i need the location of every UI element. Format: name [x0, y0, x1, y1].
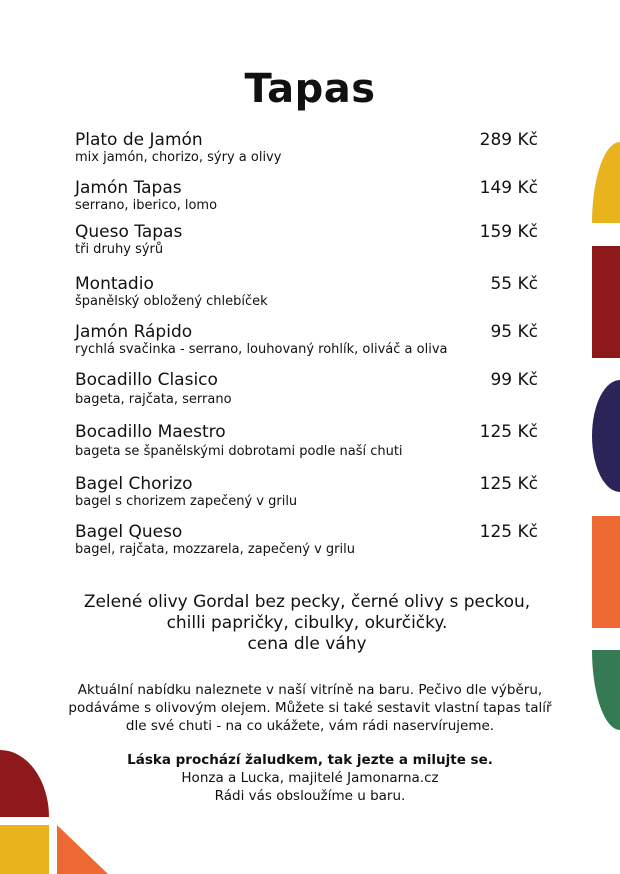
item-name: Queso Tapas	[75, 222, 183, 242]
yellow-square-shape	[0, 825, 49, 874]
item-name: Bagel Queso	[75, 522, 183, 542]
olives-line: chilli papričky, cibulky, okurčičky.	[166, 613, 448, 633]
item-name: Montadio	[75, 274, 154, 294]
menu-item	[75, 222, 538, 258]
item-price: 125 Kč	[479, 474, 538, 494]
item-description: tři druhy sýrů	[75, 242, 164, 257]
item-name: Bagel Chorizo	[75, 474, 193, 494]
item-name: Bocadillo Maestro	[75, 422, 226, 442]
item-price: 149 Kč	[479, 178, 538, 198]
menu-item	[75, 474, 538, 510]
item-description: serrano, iberico, lomo	[75, 198, 218, 213]
item-price: 95 Kč	[490, 322, 538, 342]
olives-section	[0, 592, 614, 655]
signature	[0, 751, 620, 805]
item-price: 125 Kč	[479, 522, 538, 542]
menu-item	[75, 130, 538, 166]
item-price: 99 Kč	[490, 370, 538, 390]
item-description: rychlá svačinka - serrano, louhovaný rohlík, oliváč a oliva	[75, 342, 448, 357]
menu-item	[75, 322, 538, 358]
item-description: bageta, rajčata, serrano	[75, 392, 232, 407]
olives-line: Zelené olivy Gordal bez pecky, černé olivy s peckou,	[83, 592, 531, 612]
page-title: Tapas	[244, 66, 376, 112]
item-name: Jamón Tapas	[75, 178, 182, 198]
menu-item	[75, 370, 538, 408]
info-line: Aktuální nabídku naleznete v naší vitríně na baru. Pečivo dle výběru,	[77, 682, 543, 698]
info-paragraph	[0, 681, 620, 735]
item-description: mix jamón, chorizo, sýry a olivy	[75, 150, 282, 165]
owners-line: Honza a Lucka, majitelé Jamonarna.cz	[181, 770, 439, 786]
yellow-half-circle-shape	[592, 142, 620, 223]
info-line: podáváme s olivovým olejem. Můžete si také sestavit vlastní tapas talíř	[68, 700, 552, 716]
item-price: 289 Kč	[479, 130, 538, 150]
menu-item	[75, 422, 538, 460]
dark-red-bar-shape	[592, 246, 620, 358]
item-name: Jamón Rápido	[75, 322, 193, 342]
info-line: dle své chuti - na co ukážete, vám rádi naservírujeme.	[125, 718, 495, 734]
item-name: Plato de Jamón	[75, 130, 203, 150]
item-description: španělský obložený chlebíček	[75, 294, 268, 309]
navy-half-circle-shape	[592, 380, 620, 492]
item-name: Bocadillo Clasico	[75, 370, 218, 390]
item-price: 55 Kč	[490, 274, 538, 294]
service-line: Rádi vás obsloužíme u baru.	[214, 788, 406, 804]
item-description: bagel, rajčata, mozzarela, zapečený v grilu	[75, 542, 355, 557]
menu-item	[75, 274, 538, 310]
menu-item	[75, 522, 538, 558]
orange-triangle-shape	[57, 825, 108, 874]
menu-item	[75, 178, 538, 214]
item-description: bageta se španělskými dobrotami podle naší chuti	[75, 444, 403, 459]
motto: Láska prochází žaludkem, tak jezte a milujte se.	[127, 752, 493, 768]
item-price: 125 Kč	[479, 422, 538, 442]
item-description: bagel s chorizem zapečený v grilu	[75, 494, 298, 509]
item-price: 159 Kč	[479, 222, 538, 242]
olives-price-note: cena dle váhy	[247, 634, 367, 654]
